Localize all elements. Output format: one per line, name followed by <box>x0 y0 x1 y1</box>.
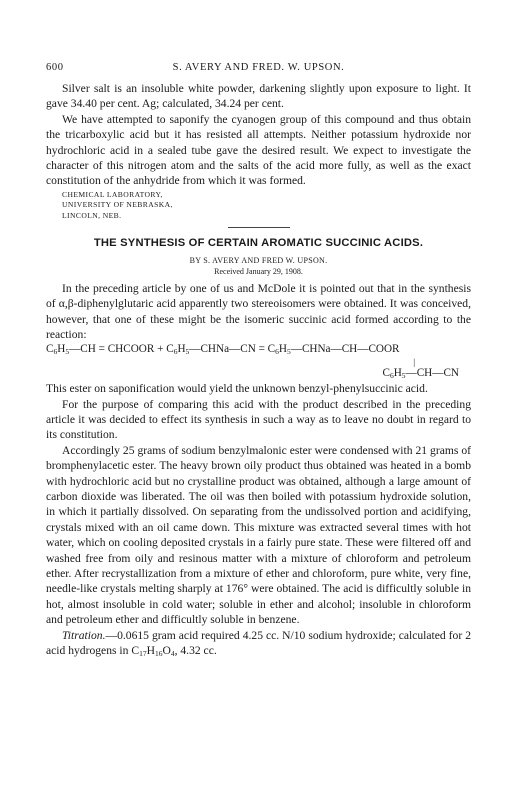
ester-paragraph: This ester on saponification would yield the unknown benzyl-phenylsuccinic acid. <box>46 382 428 396</box>
titration-text: —0.0615 gram acid required 4.25 cc. N/10 sodium hydroxide; calculated for 2 acid hydrogens in C <box>46 628 471 658</box>
procedure-paragraph: Accordingly 25 grams of sodium benzylmalonic ester were condensed with 21 grams of bromphenylacetic ester. The heavy brown oily product thus obtained was heated in a bomb with hydrochloric acid but no crystalline product was obtained, although a large amount of carbon dioxide was liberated. The oil was then boiled with potassium hydroxide solution, in which it partially dissolved. On separating from the undissolved portion and acidifying, crystals mixed with an oil came down. This mixture was extracted several times with hot water, which on cooling deposited crystals in a fairly pure state. These were filtered off and washed free from oily and resinous matter with a mixture of chloroform and petroleum ether. After recrystallization from a mixture of ether and chloroform, pure white, very fine, needle-like crystals melting sharply at 176° were obtained. The acid is difficultly soluble in hot, almost insoluble in cold water; soluble in ether and alcohol; insoluble in chloroform and petroleum ether and difficultly soluble in benzene. <box>46 443 471 627</box>
running-header <box>46 62 471 76</box>
received-date: Received January 29, 1908. <box>214 266 303 276</box>
reaction-equation: $C_6H_5—CH$ = CHCOOR + $C_6H_5—CHNa—CN$ = $C_6H_5—CHNa—CH—COOR$ <box>46 343 400 357</box>
bond-line: | <box>413 356 415 367</box>
page-number: 600 <box>46 62 64 73</box>
address-line-1: CHEMICAL LABORATORY, <box>62 189 163 199</box>
intro-paragraph: In the preceding article by one of us and McDole it is pointed out that in the synthesis of α,β-diphenylglutaric acid apparently two stereoisomers were obtained. It was conceived, however, that one of these might be the isomeric succinic acid formed according to the reaction: <box>46 281 471 341</box>
purpose-paragraph: For the purpose of comparing this acid with the product described in the preceding article it was decided to effect its synthesis in such a way as to leave no doubt in regard to its constitution. <box>46 397 471 442</box>
saponify-paragraph: We have attempted to saponify the cyanogen group of this compound and thus obtain the tricarboxylic acid but it has resisted all attempts. Neither potassium hydroxide nor hydrochloric acid in a sealed tube gave the desired result. We expect to investigate the character of this nitrogen atom and the salts of the acid more fully, as well as the exact constitution of the anhydride from which it was formed. <box>46 112 471 188</box>
address-line-3: LINCOLN, NEB. <box>62 210 122 220</box>
titration-tail: 4.32 cc. <box>177 644 217 658</box>
running-title: S. AVERY AND FRED. W. UPSON. <box>172 62 345 73</box>
page-body <box>46 81 471 659</box>
article-title: THE SYNTHESIS OF CERTAIN AROMATIC SUCCINIC ACIDS. <box>93 237 424 250</box>
titration-paragraph: Titration.—0.0615 gram acid required 4.25 cc. N/10 sodium hydroxide; calculated for 2 acid hydrogens in $C_{17}H_{16}O_4$, 4.32 cc. <box>46 628 471 659</box>
silver-salt-paragraph: Silver salt is an insoluble white powder, darkening slightly upon exposure to light. It gave 34.40 per cent. Ag; calculated, 34.24 per cent. <box>46 82 471 111</box>
address-line-2: UNIVERSITY OF NEBRASKA, <box>62 200 173 210</box>
laboratory-address <box>62 190 471 222</box>
reaction-substituent: $C_6H_5—CH—CN$ <box>382 366 459 380</box>
section-divider <box>228 227 290 228</box>
titration-label: Titration. <box>62 628 106 642</box>
article-byline: BY S. AVERY AND FRED W. UPSON. <box>189 255 328 265</box>
